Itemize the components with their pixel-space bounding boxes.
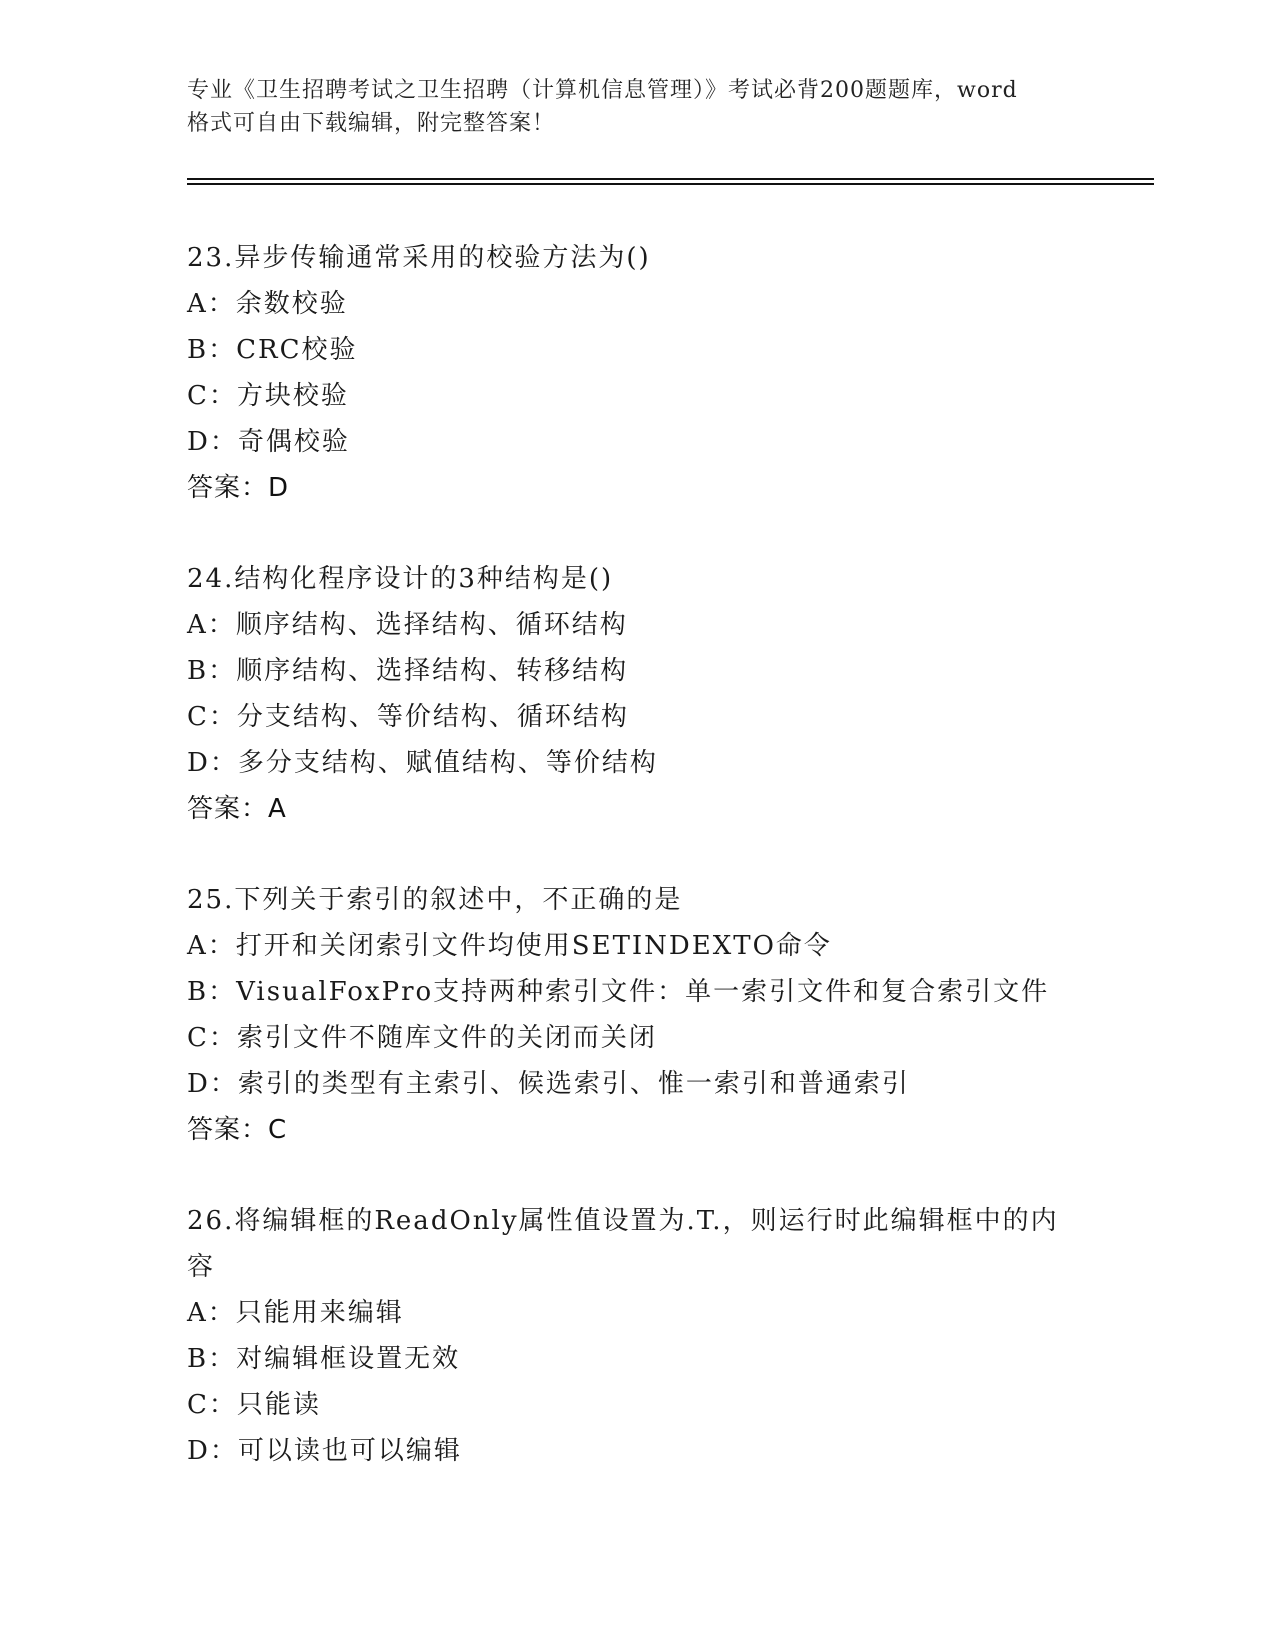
option-a: A：打开和关闭索引文件均使用SETINDEXTO命令 [187, 931, 832, 961]
question-stem: 25.下列关于索引的叙述中，不正确的是 [187, 885, 683, 915]
option-c: C：只能读 [187, 1390, 321, 1420]
question-stem: 23.异步传输通常采用的校验方法为() [187, 243, 651, 273]
option-d: D：多分支结构、赋值结构、等价结构 [187, 748, 658, 778]
answer-line: 答案：A [187, 794, 287, 824]
option-c: C：方块校验 [187, 381, 349, 411]
question-stem-line-1: 26.将编辑框的ReadOnly属性值设置为.T.，则运行时此编辑框中的内 [187, 1206, 1059, 1236]
option-d: D：奇偶校验 [187, 427, 350, 457]
option-b: B：CRC校验 [187, 335, 358, 365]
option-b: B：顺序结构、选择结构、转移结构 [187, 656, 629, 686]
header-line-1: 专业《卫生招聘考试之卫生招聘（计算机信息管理）》考试必背200题题库，word [187, 78, 1018, 103]
question-26 [187, 1198, 1087, 1474]
option-a: A：只能用来编辑 [187, 1298, 404, 1328]
question-stem: 24.结构化程序设计的3种结构是() [187, 564, 614, 594]
question-25 [187, 877, 1087, 1153]
option-a: A：余数校验 [187, 289, 348, 319]
option-b: B：对编辑框设置无效 [187, 1344, 461, 1374]
question-stem-line-2: 容 [187, 1252, 216, 1282]
answer-line: 答案：C [187, 1115, 288, 1145]
option-c: C：分支结构、等价结构、循环结构 [187, 702, 629, 732]
option-d: D：索引的类型有主索引、候选索引、惟一索引和普通索引 [187, 1069, 910, 1099]
question-24 [187, 556, 1087, 832]
option-c: C：索引文件不随库文件的关闭而关闭 [187, 1023, 657, 1053]
question-23 [187, 235, 1087, 511]
option-a: A：顺序结构、选择结构、循环结构 [187, 610, 628, 640]
answer-line: 答案：D [187, 473, 290, 503]
header-line-2: 格式可自由下载编辑，附完整答案！ [187, 111, 556, 136]
header-divider-top [187, 178, 1154, 180]
option-d: D：可以读也可以编辑 [187, 1436, 462, 1466]
header-divider-bottom [187, 183, 1154, 185]
document-header [187, 74, 1087, 140]
option-b: B：VisualFoxPro支持两种索引文件：单一索引文件和复合索引文件 [187, 977, 1050, 1007]
